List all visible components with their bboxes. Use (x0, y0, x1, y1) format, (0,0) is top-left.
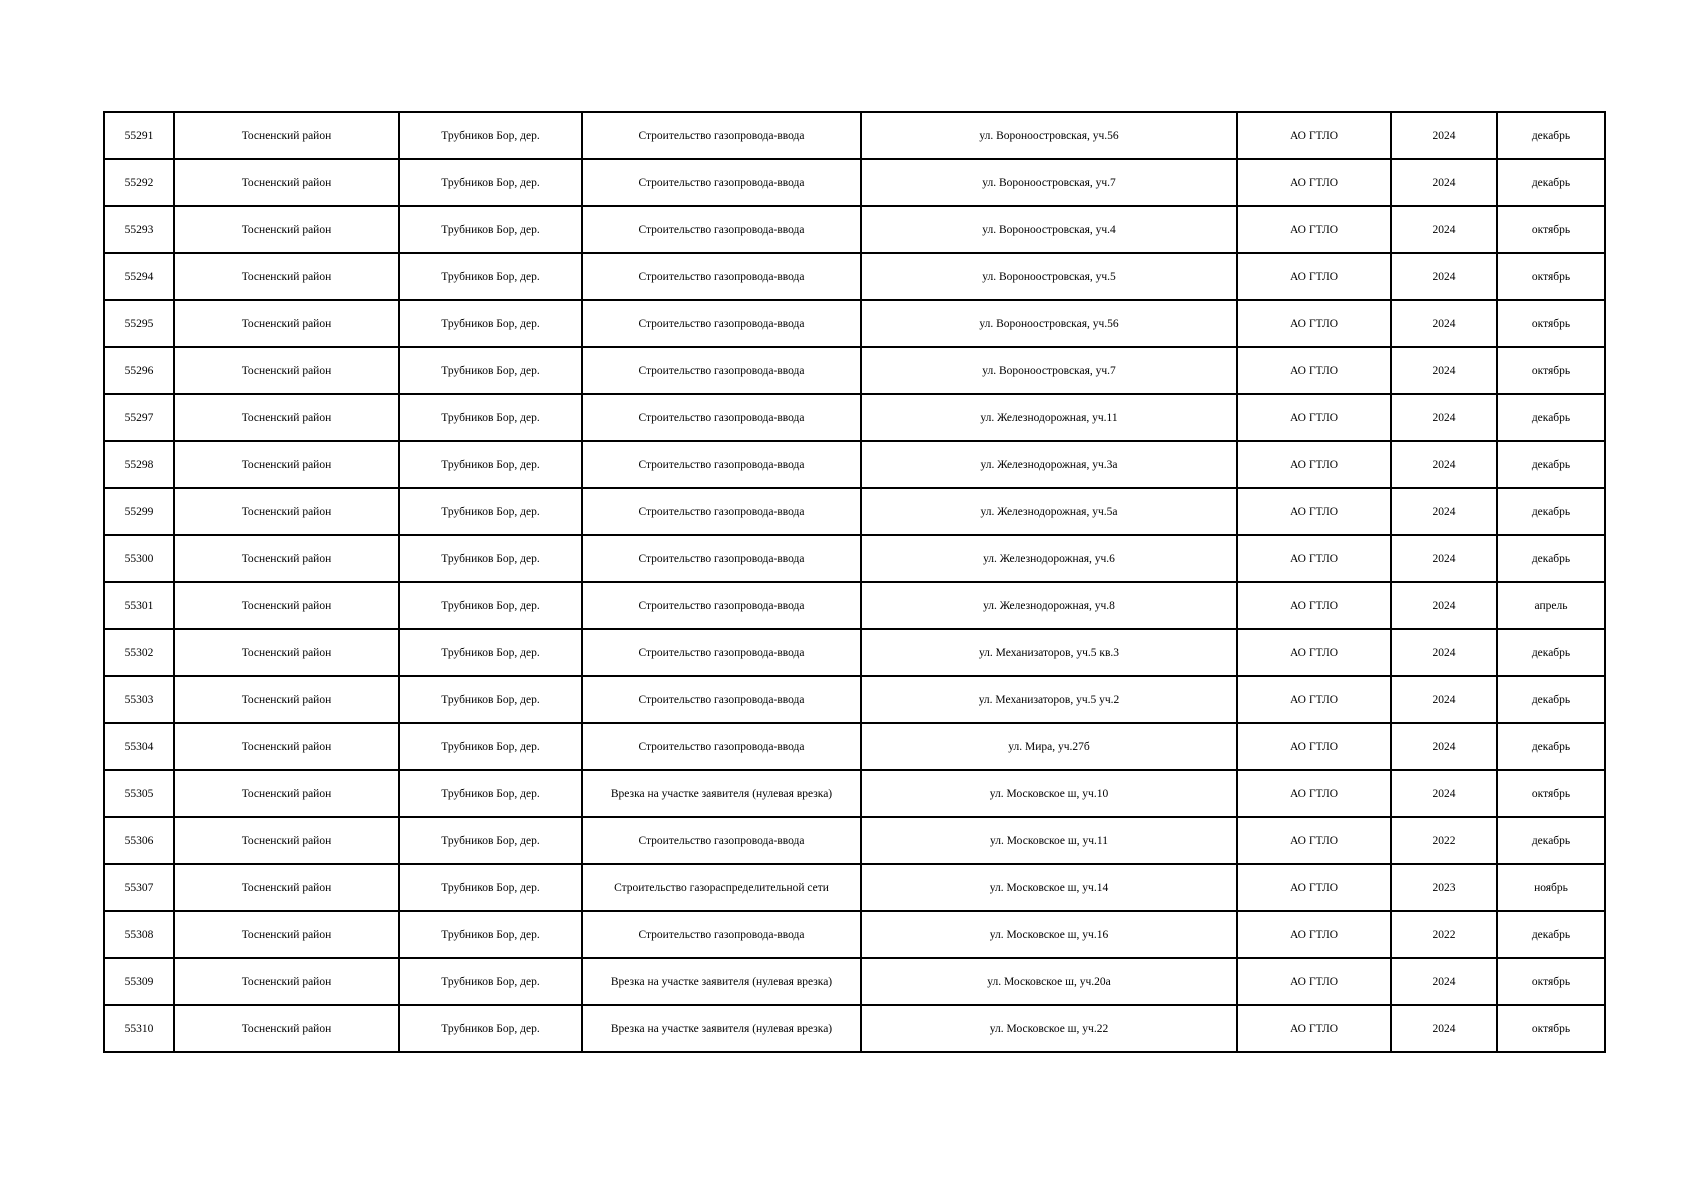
table-row (104, 394, 1605, 441)
cell-year: 2024 (1391, 1005, 1497, 1052)
cell-year: 2024 (1391, 300, 1497, 347)
cell-year: 2023 (1391, 864, 1497, 911)
cell-address: ул. Железнодорожная, уч.8 (861, 582, 1237, 629)
cell-year: 2024 (1391, 441, 1497, 488)
cell-settlement: Трубников Бор, дер. (399, 206, 582, 253)
cell-district: Тосненский район (174, 629, 399, 676)
cell-address: ул. Железнодорожная, уч.3а (861, 441, 1237, 488)
cell-district: Тосненский район (174, 535, 399, 582)
cell-year: 2022 (1391, 817, 1497, 864)
cell-id: 55292 (104, 159, 174, 206)
cell-work-type: Строительство газопровода-ввода (582, 159, 861, 206)
cell-id: 55295 (104, 300, 174, 347)
cell-month: декабрь (1497, 629, 1605, 676)
cell-work-type: Строительство газопровода-ввода (582, 394, 861, 441)
cell-month: декабрь (1497, 676, 1605, 723)
cell-settlement: Трубников Бор, дер. (399, 535, 582, 582)
cell-settlement: Трубников Бор, дер. (399, 1005, 582, 1052)
cell-id: 55301 (104, 582, 174, 629)
cell-work-type: Строительство газопровода-ввода (582, 676, 861, 723)
cell-year: 2024 (1391, 582, 1497, 629)
table-row (104, 159, 1605, 206)
cell-organization: АО ГТЛО (1237, 723, 1391, 770)
cell-id: 55298 (104, 441, 174, 488)
table-row (104, 723, 1605, 770)
table-row (104, 488, 1605, 535)
cell-id: 55293 (104, 206, 174, 253)
cell-organization: АО ГТЛО (1237, 441, 1391, 488)
cell-work-type: Врезка на участке заявителя (нулевая врезка) (582, 1005, 861, 1052)
cell-district: Тосненский район (174, 958, 399, 1005)
cell-year: 2024 (1391, 723, 1497, 770)
cell-id: 55300 (104, 535, 174, 582)
cell-district: Тосненский район (174, 300, 399, 347)
cell-year: 2024 (1391, 629, 1497, 676)
cell-address: ул. Московское ш, уч.16 (861, 911, 1237, 958)
cell-id: 55299 (104, 488, 174, 535)
cell-address: ул. Железнодорожная, уч.5а (861, 488, 1237, 535)
cell-month: октябрь (1497, 347, 1605, 394)
cell-month: декабрь (1497, 441, 1605, 488)
cell-settlement: Трубников Бор, дер. (399, 770, 582, 817)
table-row (104, 112, 1605, 159)
cell-work-type: Строительство газопровода-ввода (582, 300, 861, 347)
cell-month: декабрь (1497, 488, 1605, 535)
cell-organization: АО ГТЛО (1237, 676, 1391, 723)
cell-id: 55306 (104, 817, 174, 864)
cell-id: 55304 (104, 723, 174, 770)
cell-month: ноябрь (1497, 864, 1605, 911)
cell-id: 55303 (104, 676, 174, 723)
cell-settlement: Трубников Бор, дер. (399, 112, 582, 159)
cell-district: Тосненский район (174, 582, 399, 629)
cell-work-type: Строительство газопровода-ввода (582, 112, 861, 159)
cell-organization: АО ГТЛО (1237, 253, 1391, 300)
cell-year: 2024 (1391, 206, 1497, 253)
cell-settlement: Трубников Бор, дер. (399, 676, 582, 723)
cell-year: 2024 (1391, 394, 1497, 441)
cell-month: октябрь (1497, 206, 1605, 253)
cell-address: ул. Московское ш, уч.11 (861, 817, 1237, 864)
cell-month: октябрь (1497, 770, 1605, 817)
cell-settlement: Трубников Бор, дер. (399, 582, 582, 629)
cell-district: Тосненский район (174, 911, 399, 958)
cell-organization: АО ГТЛО (1237, 206, 1391, 253)
cell-year: 2024 (1391, 958, 1497, 1005)
cell-settlement: Трубников Бор, дер. (399, 300, 582, 347)
cell-district: Тосненский район (174, 441, 399, 488)
cell-settlement: Трубников Бор, дер. (399, 864, 582, 911)
cell-id: 55305 (104, 770, 174, 817)
cell-work-type: Строительство газопровода-ввода (582, 629, 861, 676)
cell-organization: АО ГТЛО (1237, 629, 1391, 676)
cell-id: 55302 (104, 629, 174, 676)
cell-organization: АО ГТЛО (1237, 911, 1391, 958)
cell-id: 55297 (104, 394, 174, 441)
cell-work-type: Строительство газопровода-ввода (582, 347, 861, 394)
cell-district: Тосненский район (174, 159, 399, 206)
table-row (104, 911, 1605, 958)
cell-district: Тосненский район (174, 253, 399, 300)
cell-year: 2024 (1391, 676, 1497, 723)
table-row (104, 535, 1605, 582)
table-row (104, 958, 1605, 1005)
cell-settlement: Трубников Бор, дер. (399, 488, 582, 535)
cell-work-type: Врезка на участке заявителя (нулевая врезка) (582, 958, 861, 1005)
cell-district: Тосненский район (174, 770, 399, 817)
table-row (104, 676, 1605, 723)
cell-year: 2024 (1391, 488, 1497, 535)
table-row (104, 770, 1605, 817)
cell-work-type: Строительство газопровода-ввода (582, 206, 861, 253)
cell-month: декабрь (1497, 911, 1605, 958)
cell-district: Тосненский район (174, 1005, 399, 1052)
cell-settlement: Трубников Бор, дер. (399, 629, 582, 676)
cell-organization: АО ГТЛО (1237, 347, 1391, 394)
cell-district: Тосненский район (174, 394, 399, 441)
cell-settlement: Трубников Бор, дер. (399, 253, 582, 300)
cell-settlement: Трубников Бор, дер. (399, 723, 582, 770)
cell-month: декабрь (1497, 112, 1605, 159)
cell-work-type: Строительство газопровода-ввода (582, 253, 861, 300)
cell-organization: АО ГТЛО (1237, 864, 1391, 911)
cell-id: 55309 (104, 958, 174, 1005)
cell-organization: АО ГТЛО (1237, 488, 1391, 535)
cell-month: декабрь (1497, 159, 1605, 206)
cell-month: апрель (1497, 582, 1605, 629)
cell-id: 55308 (104, 911, 174, 958)
cell-organization: АО ГТЛО (1237, 1005, 1391, 1052)
cell-settlement: Трубников Бор, дер. (399, 911, 582, 958)
cell-year: 2024 (1391, 253, 1497, 300)
table-row (104, 300, 1605, 347)
cell-settlement: Трубников Бор, дер. (399, 441, 582, 488)
table-row (104, 864, 1605, 911)
cell-address: ул. Механизаторов, уч.5 уч.2 (861, 676, 1237, 723)
cell-address: ул. Вороноостровская, уч.56 (861, 300, 1237, 347)
cell-id: 55291 (104, 112, 174, 159)
cell-district: Тосненский район (174, 347, 399, 394)
cell-id: 55294 (104, 253, 174, 300)
cell-settlement: Трубников Бор, дер. (399, 817, 582, 864)
cell-month: декабрь (1497, 535, 1605, 582)
cell-district: Тосненский район (174, 676, 399, 723)
cell-year: 2024 (1391, 159, 1497, 206)
cell-organization: АО ГТЛО (1237, 958, 1391, 1005)
cell-work-type: Врезка на участке заявителя (нулевая врезка) (582, 770, 861, 817)
cell-organization: АО ГТЛО (1237, 112, 1391, 159)
cell-year: 2024 (1391, 535, 1497, 582)
cell-month: декабрь (1497, 394, 1605, 441)
table-row (104, 253, 1605, 300)
cell-work-type: Строительство газопровода-ввода (582, 911, 861, 958)
cell-year: 2024 (1391, 770, 1497, 817)
cell-address: ул. Мира, уч.27б (861, 723, 1237, 770)
cell-district: Тосненский район (174, 488, 399, 535)
cell-district: Тосненский район (174, 817, 399, 864)
cell-year: 2022 (1391, 911, 1497, 958)
cell-year: 2024 (1391, 347, 1497, 394)
cell-address: ул. Московское ш, уч.22 (861, 1005, 1237, 1052)
cell-month: октябрь (1497, 253, 1605, 300)
cell-address: ул. Московское ш, уч.10 (861, 770, 1237, 817)
table-row (104, 347, 1605, 394)
cell-month: октябрь (1497, 1005, 1605, 1052)
cell-district: Тосненский район (174, 864, 399, 911)
table-row (104, 629, 1605, 676)
cell-month: октябрь (1497, 958, 1605, 1005)
cell-work-type: Строительство газопровода-ввода (582, 582, 861, 629)
table-row (104, 817, 1605, 864)
cell-address: ул. Вороноостровская, уч.7 (861, 159, 1237, 206)
cell-organization: АО ГТЛО (1237, 535, 1391, 582)
cell-work-type: Строительство газораспределительной сети (582, 864, 861, 911)
cell-organization: АО ГТЛО (1237, 817, 1391, 864)
cell-year: 2024 (1391, 112, 1497, 159)
cell-month: октябрь (1497, 300, 1605, 347)
cell-district: Тосненский район (174, 112, 399, 159)
cell-address: ул. Вороноостровская, уч.56 (861, 112, 1237, 159)
cell-address: ул. Вороноостровская, уч.7 (861, 347, 1237, 394)
cell-organization: АО ГТЛО (1237, 159, 1391, 206)
cell-work-type: Строительство газопровода-ввода (582, 817, 861, 864)
cell-address: ул. Московское ш, уч.20а (861, 958, 1237, 1005)
cell-address: ул. Вороноостровская, уч.4 (861, 206, 1237, 253)
cell-id: 55296 (104, 347, 174, 394)
cell-month: декабрь (1497, 723, 1605, 770)
cell-address: ул. Железнодорожная, уч.11 (861, 394, 1237, 441)
cell-district: Тосненский район (174, 206, 399, 253)
cell-address: ул. Механизаторов, уч.5 кв.3 (861, 629, 1237, 676)
cell-settlement: Трубников Бор, дер. (399, 347, 582, 394)
cell-id: 55310 (104, 1005, 174, 1052)
cell-address: ул. Вороноостровская, уч.5 (861, 253, 1237, 300)
table-row (104, 1005, 1605, 1052)
table-row (104, 582, 1605, 629)
cell-work-type: Строительство газопровода-ввода (582, 441, 861, 488)
cell-id: 55307 (104, 864, 174, 911)
cell-month: декабрь (1497, 817, 1605, 864)
cell-organization: АО ГТЛО (1237, 300, 1391, 347)
cell-settlement: Трубников Бор, дер. (399, 958, 582, 1005)
cell-organization: АО ГТЛО (1237, 582, 1391, 629)
cell-settlement: Трубников Бор, дер. (399, 394, 582, 441)
cell-district: Тосненский район (174, 723, 399, 770)
table-row (104, 206, 1605, 253)
cell-work-type: Строительство газопровода-ввода (582, 488, 861, 535)
table-row (104, 441, 1605, 488)
cell-organization: АО ГТЛО (1237, 770, 1391, 817)
cell-organization: АО ГТЛО (1237, 394, 1391, 441)
gasification-schedule-table (103, 111, 1606, 1053)
cell-work-type: Строительство газопровода-ввода (582, 535, 861, 582)
cell-work-type: Строительство газопровода-ввода (582, 723, 861, 770)
table-body (104, 112, 1605, 1052)
cell-address: ул. Железнодорожная, уч.6 (861, 535, 1237, 582)
cell-address: ул. Московское ш, уч.14 (861, 864, 1237, 911)
cell-settlement: Трубников Бор, дер. (399, 159, 582, 206)
